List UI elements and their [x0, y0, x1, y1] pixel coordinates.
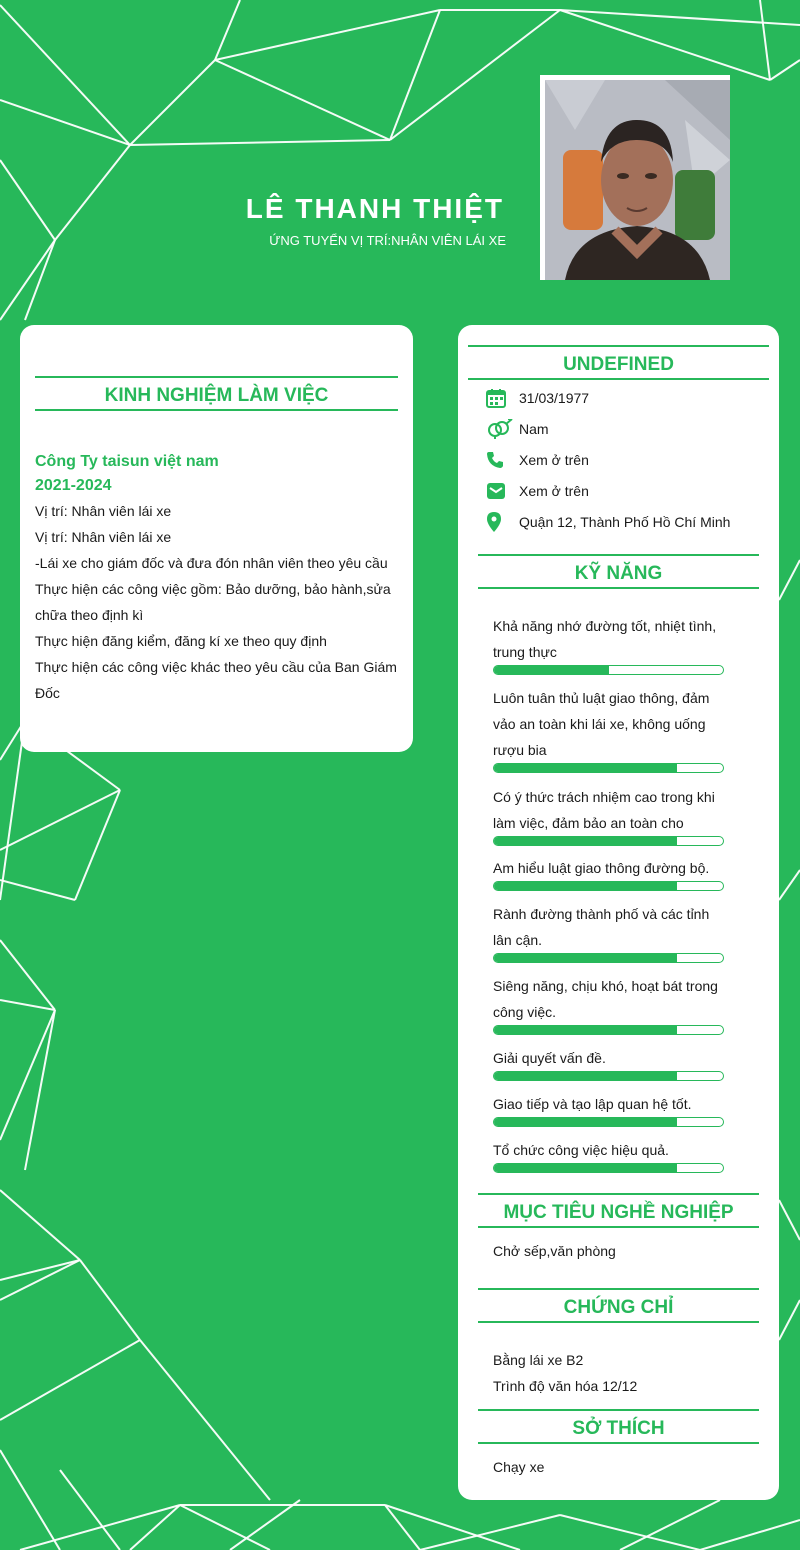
- background-line: [0, 1190, 80, 1260]
- experience-title: KINH NGHIỆM LÀM VIỆC: [35, 376, 398, 411]
- info-email: [486, 478, 589, 504]
- background-line: [130, 60, 215, 145]
- background-line: [385, 1505, 520, 1550]
- background-line: [140, 1340, 270, 1500]
- experience-line: Thực hiện các công việc gồm: Bảo dưỡng, bảo hành,sửa chữa theo định kì: [35, 581, 391, 623]
- experience-line: Thực hiện các công việc khác theo yêu cầu của Ban Giám Đốc: [35, 659, 397, 701]
- calendar-icon: [486, 387, 516, 409]
- skill-level-fill: [494, 1164, 677, 1172]
- experience-description: [35, 498, 400, 706]
- background-line: [0, 940, 55, 1010]
- gender-value: Nam: [519, 421, 549, 437]
- background-line: [180, 1505, 270, 1550]
- company-name: Công Ty taisun việt nam: [35, 453, 219, 470]
- certificates-title: CHỨNG CHỈ: [478, 1288, 759, 1323]
- background-line: [0, 5, 130, 145]
- skill-item: [493, 1091, 724, 1127]
- applied-position: ỨNG TUYỂN VỊ TRÍ:NHÂN VIÊN LÁI XE: [269, 233, 506, 248]
- objective-text: Chở sếp,văn phòng: [493, 1243, 616, 1259]
- hobbies-title: SỞ THÍCH: [478, 1409, 759, 1444]
- background-line: [0, 720, 25, 900]
- phone-value: Xem ở trên: [519, 452, 589, 468]
- background-line: [760, 0, 770, 80]
- phone-icon: [486, 449, 516, 471]
- skill-level-fill: [494, 882, 677, 890]
- certificate-item: Bằng lái xe B2: [493, 1352, 584, 1368]
- background-line: [770, 60, 800, 80]
- skill-level-bar: [493, 881, 724, 891]
- email-value: Xem ở trên: [519, 483, 589, 499]
- skill-item: [493, 901, 724, 963]
- skill-name: Tổ chức công việc hiệu quả.: [493, 1142, 669, 1158]
- skill-name: Luôn tuân thủ luật giao thông, đảm vảo an toàn khi lái xe, không uống rượu bia: [493, 690, 710, 758]
- background-line: [0, 1340, 140, 1420]
- location-icon: [486, 511, 516, 533]
- skills-title: KỸ NĂNG: [478, 554, 759, 589]
- objective-title: MỤC TIÊU NGHỀ NGHIỆP: [478, 1193, 759, 1228]
- experience-line: Vị trí: Nhân viên lái xe: [35, 503, 172, 519]
- background-line: [420, 1515, 560, 1550]
- skill-name: Am hiểu luật giao thông đường bộ.: [493, 860, 710, 876]
- experience-line: Vị trí: Nhân viên lái xe: [35, 529, 172, 545]
- skill-item: [493, 973, 724, 1035]
- skill-item: [493, 613, 724, 675]
- info-address: [486, 509, 730, 535]
- background-line: [779, 870, 800, 900]
- experience-line: Thực hiện đăng kiểm, đăng kí xe theo quy định: [35, 633, 327, 649]
- background-line: [60, 1470, 120, 1550]
- birthday-value: 31/03/1977: [519, 390, 590, 406]
- experience-card: [20, 325, 413, 752]
- info-birthday: [486, 385, 589, 411]
- skill-level-bar: [493, 953, 724, 963]
- experience-company-block: [35, 450, 219, 498]
- skill-level-fill: [494, 1026, 677, 1034]
- background-line: [0, 240, 55, 320]
- skill-name: Giao tiếp và tạo lập quan hệ tốt.: [493, 1096, 692, 1112]
- email-icon: [486, 480, 516, 502]
- profile-card: [458, 325, 779, 1500]
- background-line: [779, 1300, 800, 1340]
- skill-level-bar: [493, 1071, 724, 1081]
- skill-name: Siêng năng, chịu khó, hoạt bát trong công việc.: [493, 978, 718, 1020]
- background-line: [130, 140, 390, 145]
- background-line: [0, 790, 120, 850]
- skill-level-fill: [494, 764, 677, 772]
- skill-item: [493, 1137, 724, 1173]
- skill-level-fill: [494, 954, 677, 962]
- background-line: [0, 1260, 80, 1280]
- background-line: [55, 145, 130, 240]
- skill-item: [493, 784, 724, 846]
- info-title: UNDEFINED: [468, 345, 769, 380]
- background-line: [0, 880, 75, 900]
- skill-level-bar: [493, 763, 724, 773]
- background-line: [25, 1010, 55, 1170]
- experience-line: -Lái xe cho giám đốc và đưa đón nhân viên theo yêu cầu: [35, 555, 388, 571]
- background-line: [215, 10, 440, 60]
- background-line: [0, 100, 130, 145]
- background-line: [25, 240, 55, 320]
- skill-item: [493, 1045, 724, 1081]
- hobby-item: Chạy xe: [493, 1459, 545, 1475]
- background-line: [0, 1000, 55, 1010]
- skill-name: Có ý thức trách nhiệm cao trong khi làm việc, đảm bảo an toàn cho: [493, 789, 715, 831]
- background-line: [215, 60, 390, 140]
- background-line: [0, 1260, 80, 1300]
- work-period: 2021-2024: [35, 477, 112, 494]
- background-line: [0, 1450, 60, 1550]
- skill-level-bar: [493, 665, 724, 675]
- skill-level-fill: [494, 1118, 677, 1126]
- address-value: Quận 12, Thành Phố Hồ Chí Minh: [519, 514, 731, 530]
- background-line: [215, 0, 240, 60]
- certificate-item: Trình độ văn hóa 12/12: [493, 1378, 638, 1394]
- skill-level-bar: [493, 1117, 724, 1127]
- background-line: [779, 560, 800, 600]
- background-line: [0, 1010, 55, 1140]
- skill-level-bar: [493, 1163, 724, 1173]
- skill-item: [493, 855, 724, 891]
- skill-level-fill: [494, 837, 677, 845]
- background-line: [230, 1500, 300, 1550]
- skill-level-fill: [494, 666, 609, 674]
- candidate-name: LÊ THANH THIỆT: [245, 193, 504, 224]
- skill-name: Rành đường thành phố và các tỉnh lân cận.: [493, 906, 710, 948]
- background-line: [80, 1260, 140, 1340]
- avatar: [545, 80, 730, 280]
- gender-icon: [486, 418, 516, 440]
- skill-name: Khả năng nhớ đường tốt, nhiệt tình, trung thực: [493, 618, 717, 660]
- skill-level-bar: [493, 836, 724, 846]
- info-phone: [486, 447, 589, 473]
- avatar-frame: [540, 75, 730, 280]
- info-gender: [486, 416, 549, 442]
- background-line: [700, 1520, 800, 1550]
- skill-name: Giải quyết vấn đề.: [493, 1050, 606, 1066]
- background-line: [75, 790, 120, 900]
- skill-item: [493, 685, 724, 773]
- background-line: [0, 160, 55, 240]
- skill-level-bar: [493, 1025, 724, 1035]
- skill-level-fill: [494, 1072, 677, 1080]
- background-line: [779, 1200, 800, 1240]
